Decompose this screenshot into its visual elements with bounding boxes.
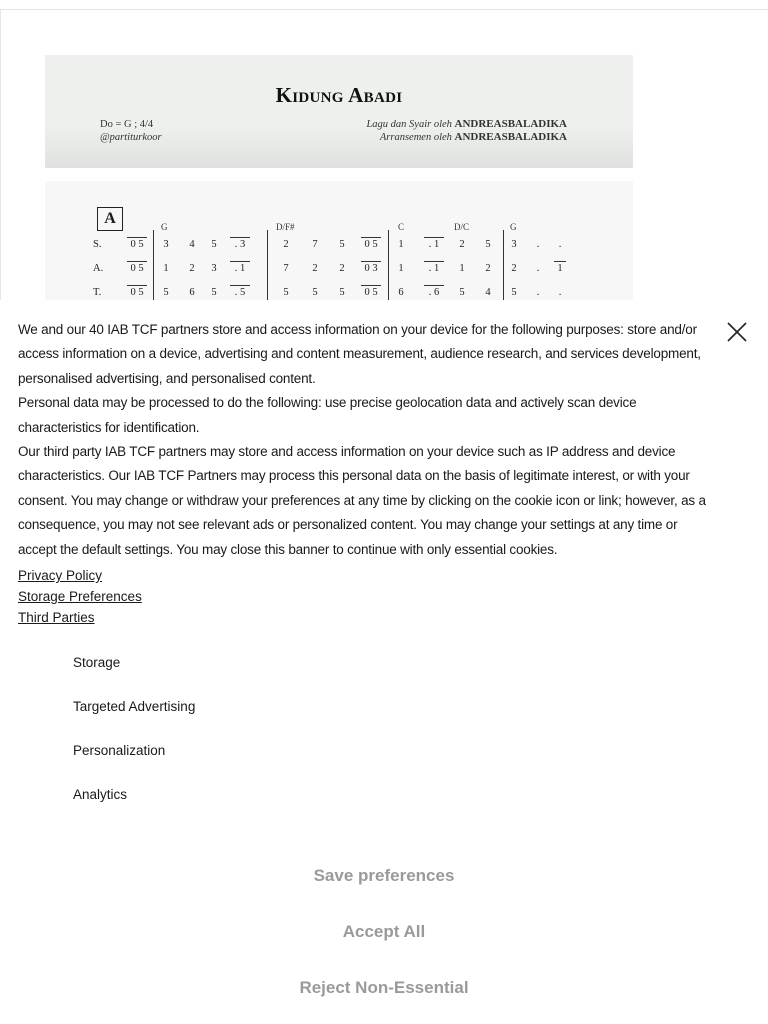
score-note: 2 — [339, 263, 345, 274]
score-note: 5 — [485, 239, 491, 250]
score-note: . 1 — [428, 239, 440, 250]
score-note: 2 — [485, 263, 491, 274]
score-note: . — [536, 239, 540, 250]
close-button[interactable] — [724, 319, 750, 345]
privacy-policy-link[interactable]: Privacy Policy — [18, 568, 103, 583]
purpose-analytics[interactable]: Analytics — [73, 787, 128, 802]
song-title: Kidung Abadi — [275, 83, 403, 107]
score-note: . — [558, 239, 562, 250]
purpose-personalization[interactable]: Personalization — [73, 743, 166, 758]
bar-line — [153, 230, 154, 300]
note-overline — [554, 261, 566, 262]
arrangement-credit-label: Arransemen oleh — [379, 132, 452, 143]
note-overline — [127, 237, 147, 238]
chord-label: C — [398, 222, 405, 232]
score-note: 5 — [312, 287, 318, 298]
score-note: 5 — [511, 287, 517, 298]
score-note: 0 5 — [130, 287, 144, 298]
score-note: 2 — [511, 263, 517, 274]
top-border — [0, 0, 768, 10]
score-note: . 6 — [428, 287, 440, 298]
score-note: . — [558, 287, 562, 298]
note-overline — [230, 237, 250, 238]
score-note: . 5 — [234, 287, 246, 298]
score-note: 3 — [163, 239, 169, 250]
note-overline — [361, 237, 381, 238]
consent-text — [18, 318, 708, 562]
chord-label: G — [161, 222, 168, 232]
score-note: 7 — [312, 239, 318, 250]
consent-links — [18, 565, 142, 628]
score-note: 2 — [189, 263, 195, 274]
left-border — [0, 10, 1, 300]
note-overline — [127, 285, 147, 286]
consent-paragraph-processing: Personal data may be processed to do the following: use precise geolocation data and actively scan device characteristics for identification. — [18, 395, 637, 435]
accept-all-button[interactable]: Accept All — [343, 904, 426, 960]
score-note: 1 — [557, 263, 563, 274]
score-note: 1 — [163, 263, 169, 274]
purpose-storage[interactable]: Storage — [73, 655, 121, 670]
score-note: 5 — [283, 287, 289, 298]
score-note: 0 5 — [130, 239, 144, 250]
note-overline — [424, 261, 444, 262]
score-note: 2 — [459, 239, 465, 250]
song-meta-left — [100, 118, 162, 144]
note-overline — [361, 261, 381, 262]
score-note: 5 — [211, 239, 217, 250]
score-note: 4 — [189, 239, 195, 250]
third-parties-link[interactable]: Third Parties — [18, 610, 95, 625]
score-note: 5 — [339, 239, 345, 250]
save-preferences-button[interactable]: Save preferences — [314, 848, 455, 904]
note-overline — [230, 285, 250, 286]
bar-line — [503, 230, 504, 300]
note-overline — [424, 237, 444, 238]
note-overline — [230, 261, 250, 262]
sheet-music-image — [45, 55, 633, 300]
score-note: 7 — [283, 263, 289, 274]
purpose-list — [73, 652, 195, 828]
score-note: 3 — [211, 263, 217, 274]
score-note: . — [536, 287, 540, 298]
storage-preferences-link[interactable]: Storage Preferences — [18, 589, 142, 604]
score-note: 5 — [163, 287, 169, 298]
score-note: 2 — [312, 263, 318, 274]
publisher-handle: @partiturkoor — [100, 132, 162, 143]
score-note: 1 — [459, 263, 465, 274]
score-note: 2 — [283, 239, 289, 250]
score-note: . 1 — [428, 263, 440, 274]
purpose-targeted-advertising[interactable]: Targeted Advertising — [73, 699, 196, 714]
score-note: 6 — [398, 287, 404, 298]
note-overline — [361, 285, 381, 286]
score-note: . 1 — [234, 263, 246, 274]
consent-actions — [0, 848, 768, 1016]
voice-label: S. — [93, 239, 102, 250]
section-marker: A — [97, 207, 123, 231]
bar-line — [267, 230, 268, 300]
score-note: 0 5 — [364, 239, 378, 250]
reject-non-essential-button[interactable]: Reject Non-Essential — [299, 960, 468, 1016]
chord-label: G — [510, 222, 517, 232]
score-note: 6 — [189, 287, 195, 298]
note-overline — [127, 261, 147, 262]
bar-line — [388, 230, 389, 300]
score-note: 1 — [398, 263, 404, 274]
lyrics-credit-label: Lagu dan Syair oleh — [366, 119, 452, 130]
chord-label: D/F# — [276, 222, 295, 232]
score-note: 5 — [211, 287, 217, 298]
voice-label: A. — [93, 263, 104, 274]
score-note: 4 — [485, 287, 491, 298]
song-credits — [366, 118, 567, 144]
score-note: 0 5 — [364, 287, 378, 298]
score-note: 5 — [339, 287, 345, 298]
voice-label: T. — [93, 287, 102, 298]
close-icon — [724, 319, 750, 345]
score-note: 1 — [398, 239, 404, 250]
score-note: . 3 — [234, 239, 246, 250]
chord-label: D/C — [454, 222, 470, 232]
score-note: 3 — [511, 239, 517, 250]
consent-paragraph-purposes: We and our 40 IAB TCF partners store and access information on your device for the following purposes: store and/or access information on a device, advertising and content measurement, audience research, and services development, personalised advertising, and personalised content. — [18, 322, 701, 386]
key-signature: Do = G ; 4/4 — [100, 119, 154, 130]
score-note: 0 5 — [130, 263, 144, 274]
lyrics-credit-name: ANDREASBALADIKA — [454, 118, 567, 130]
score-note: 0 3 — [364, 263, 378, 274]
note-overline — [424, 285, 444, 286]
consent-paragraph-partners: Our third party IAB TCF partners may store and access information on your device such as IP address and device characteristics. Our IAB TCF Partners may process this personal data on the basis of legitimate interest, or with your consent. You may change or withdraw your preferences at any time by clicking on the cookie icon or link; however, as a consequence, you may not see relevant ads or personalized content. You may change your settings at any time or accept the default settings. You may close this banner to continue with only essential cookies. — [18, 444, 706, 557]
score-note: 5 — [459, 287, 465, 298]
arrangement-credit-name: ANDREASBALADIKA — [454, 131, 567, 143]
score-note: . — [536, 263, 540, 274]
